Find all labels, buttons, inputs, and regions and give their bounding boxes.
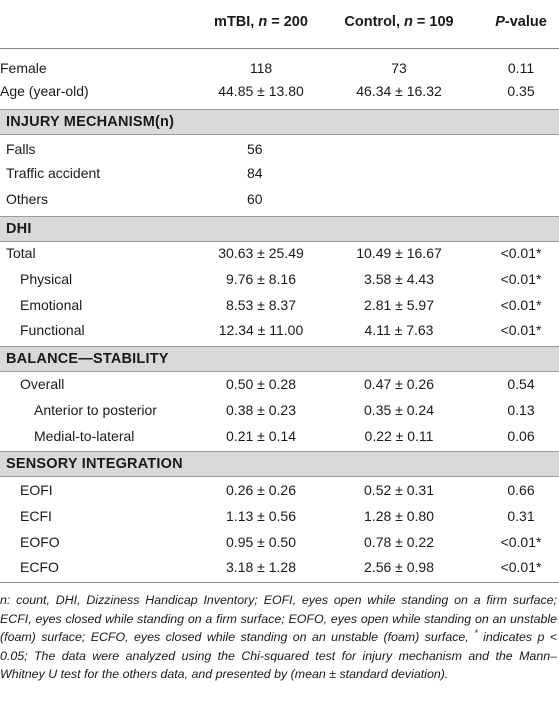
cell-mtbi: 8.53 ± 8.37: [226, 297, 296, 313]
cell-p: 0.13: [507, 402, 535, 418]
cell-mtbi: 56: [247, 141, 263, 157]
row-label: EOFO: [20, 534, 60, 550]
cell-mtbi: 1.13 ± 0.56: [226, 508, 296, 524]
row-label: ECFI: [20, 508, 52, 524]
cell-p: 0.35: [507, 83, 535, 99]
cell-p: 0.66: [507, 482, 535, 498]
row-label: Anterior to posterior: [34, 402, 157, 418]
cell-p: 0.06: [507, 428, 535, 444]
cell-mtbi: 84: [247, 165, 263, 181]
cell-control: 3.58 ± 4.43: [364, 271, 434, 287]
cell-control: 4.11 ± 7.63: [364, 322, 434, 338]
header-rule: [0, 48, 559, 49]
row-label: Others: [6, 191, 49, 207]
cell-mtbi: 0.38 ± 0.23: [226, 402, 296, 418]
cell-p: <0.01*: [500, 271, 542, 287]
cell-control: 0.47 ± 0.26: [364, 376, 434, 392]
cell-p: <0.01*: [500, 559, 542, 575]
cell-p: 0.54: [507, 376, 535, 392]
cell-p: <0.01*: [500, 297, 542, 313]
row-label: Female: [0, 60, 47, 76]
cell-p: <0.01*: [500, 245, 542, 261]
cell-mtbi: 60: [247, 191, 263, 207]
row-label: Overall: [20, 376, 65, 392]
cell-control: 2.56 ± 0.98: [364, 559, 434, 575]
row-label: Functional: [20, 322, 85, 338]
cell-p: <0.01*: [500, 534, 542, 550]
cell-control: 0.52 ± 0.31: [364, 482, 434, 498]
row-label: Total: [6, 245, 36, 261]
table-footnote: [0, 591, 557, 684]
section-title: SENSORY INTEGRATION: [6, 456, 183, 472]
cell-mtbi: 118: [249, 60, 273, 76]
cell-control: 1.28 ± 0.80: [364, 508, 434, 524]
section-dhi: [0, 216, 559, 242]
section-balance-stability: [0, 346, 559, 372]
cell-mtbi: 0.50 ± 0.28: [226, 376, 296, 392]
bottom-rule: [0, 582, 559, 583]
cell-control: 0.35 ± 0.24: [364, 402, 434, 418]
cell-control: 0.22 ± 0.11: [364, 428, 434, 444]
row-label: Traffic accident: [6, 165, 101, 181]
cell-p: 0.31: [507, 508, 535, 524]
cell-mtbi: 12.34 ± 11.00: [218, 322, 304, 338]
cell-control: 0.78 ± 0.22: [364, 534, 434, 550]
row-label: EOFI: [20, 482, 53, 498]
footnote-text-1: n: count, DHI, Dizziness Handicap Inventory; EOFI, eyes open while standing on a firm surface; ECFI, eyes closed while standing on a firm surface; EOFO, eyes open while standing on an unstable (foam) surface; ECFO, eyes closed while standing on an unstable (foam) surface,: [0, 593, 557, 645]
footnote-star: *: [474, 628, 478, 639]
footnote-text-2: indicates p < 0.05; The data were analyzed using the Chi-squared test for injury mechanism and the Mann–Whitney U test for the others data, and presented by (mean ± standard deviation).: [0, 630, 558, 682]
cell-control: 73: [391, 60, 407, 76]
row-label: Emotional: [20, 297, 83, 313]
cell-control: 10.49 ± 16.67: [356, 245, 442, 261]
cell-mtbi: 0.26 ± 0.26: [226, 482, 296, 498]
section-title: INJURY MECHANISM(n): [6, 114, 175, 130]
cell-mtbi: 44.85 ± 13.80: [218, 83, 304, 99]
header-control: Control, n = 109: [344, 14, 454, 30]
section-title: DHI: [6, 221, 32, 237]
cell-control: 2.81 ± 5.97: [364, 297, 434, 313]
cell-control: 46.34 ± 16.32: [356, 83, 442, 99]
cell-mtbi: 0.21 ± 0.14: [226, 428, 296, 444]
row-label: Age (year-old): [0, 83, 89, 99]
cell-mtbi: 3.18 ± 1.28: [226, 559, 296, 575]
cell-mtbi: 30.63 ± 25.49: [218, 245, 304, 261]
section-sensory-integration: [0, 451, 559, 477]
row-label: Falls: [6, 141, 36, 157]
row-label: Physical: [20, 271, 73, 287]
section-injury-mechanism: [0, 109, 559, 135]
cell-mtbi: 0.95 ± 0.50: [226, 534, 296, 550]
header-mtbi: mTBI, n = 200: [214, 14, 308, 30]
row-label: ECFO: [20, 559, 59, 575]
cell-p: 0.11: [507, 60, 535, 76]
row-label: Medial-to-lateral: [34, 428, 135, 444]
section-title: BALANCE—STABILITY: [6, 351, 169, 367]
cell-p: <0.01*: [500, 322, 542, 338]
header-p-value: P-value: [495, 14, 547, 30]
cell-mtbi: 9.76 ± 8.16: [226, 271, 296, 287]
